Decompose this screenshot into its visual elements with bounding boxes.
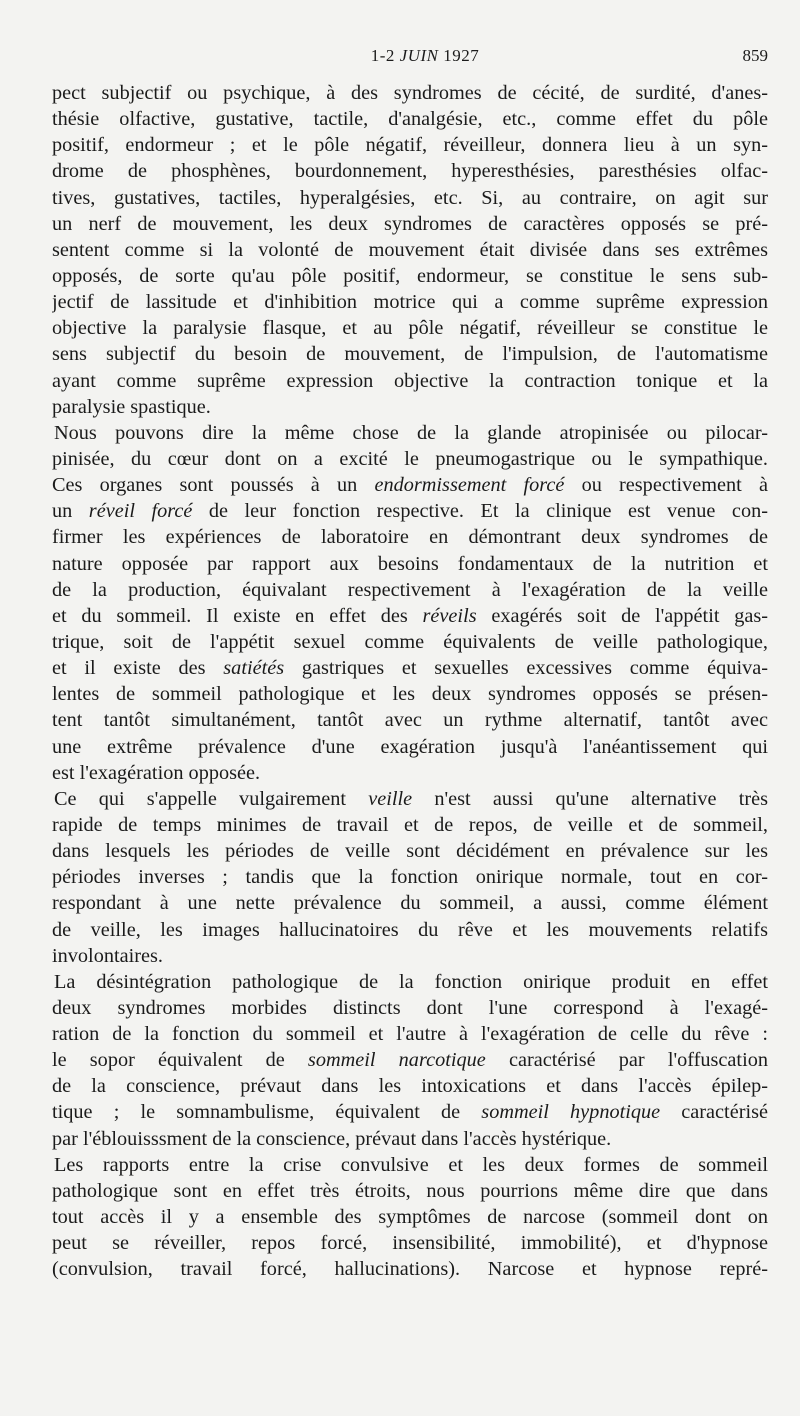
text-run: objective la paralysie flasque, et au pôle négatif, réveilleur se constitue le — [52, 317, 768, 340]
text-run: exagérés soit de l'appétit gas- — [476, 604, 768, 627]
text-run: et du sommeil. Il existe en effet des — [52, 604, 423, 627]
text-line — [52, 1021, 768, 1047]
text-run: une extrême prévalence d'une exagération jusqu'à l'anéantissement qui — [52, 735, 768, 758]
text-run: ayant comme suprême expression objective la contraction tonique et la — [52, 369, 768, 392]
text-line — [52, 1230, 768, 1256]
text-line — [52, 917, 768, 943]
text-run: Nous pouvons dire la même chose de la glande atropinisée ou pilocar- — [54, 421, 768, 444]
text-run: est l'exagération opposée. — [52, 761, 261, 784]
header-year: 1927 — [438, 46, 480, 65]
text-run: dans lesquels les périodes de veille sont décidément en prévalence sur les — [52, 840, 768, 863]
text-run: positif, endormeur ; et le pôle négatif, réveilleur, donnera lieu à un syn- — [52, 134, 768, 157]
text-line — [52, 106, 768, 132]
text-line — [52, 524, 768, 550]
text-line — [52, 1126, 768, 1152]
text-line — [52, 1073, 768, 1099]
text-run: pect subjectif ou psychique, à des syndromes de cécité, de surdité, d'anes- — [52, 82, 768, 104]
italic-phrase: veille — [368, 787, 413, 810]
text-line — [52, 707, 768, 733]
text-line — [52, 211, 768, 237]
text-line — [52, 943, 768, 969]
text-line — [52, 812, 768, 838]
text-run: rapide de temps minimes de travail et de repos, de veille et de sommeil, — [52, 813, 768, 836]
text-run: caractérisé — [660, 1101, 768, 1124]
text-line — [52, 1178, 768, 1204]
text-run: Ce qui s'appelle vulgairement — [54, 787, 369, 810]
text-line — [52, 237, 768, 263]
page-number: 859 — [742, 46, 768, 65]
italic-phrase: réveil forcé — [88, 500, 193, 523]
italic-phrase: sommeil narcotique — [307, 1049, 486, 1072]
text-line — [52, 1152, 768, 1178]
text-line — [52, 420, 768, 446]
header-day: 1-2 — [370, 46, 400, 65]
text-run: gastriques et sexuelles excessives comme équiva- — [284, 657, 768, 680]
text-line — [52, 551, 768, 577]
text-line — [52, 864, 768, 890]
text-run: La désintégration pathologique de la fonction onirique produit en effet — [54, 970, 768, 993]
text-run: deux syndromes morbides distincts dont l'une correspond à l'exagé- — [52, 996, 768, 1019]
text-run: ration de la fonction du sommeil et l'autre à l'exagération de celle du rêve : — [52, 1023, 768, 1046]
text-line — [52, 1256, 768, 1282]
text-run: de veille, les images hallucinatoires du rêve et les mouvements relatifs — [52, 918, 768, 941]
text-line — [52, 629, 768, 655]
italic-phrase: satiétés — [223, 657, 285, 680]
text-line — [52, 1099, 768, 1125]
text-line — [52, 368, 768, 394]
running-header — [82, 46, 768, 72]
text-line — [52, 760, 768, 786]
text-run: respondant à une nette prévalence du sommeil, a aussi, comme élément — [52, 892, 768, 915]
text-run: peut se réveiller, repos forcé, insensibilité, immobilité), et d'hypnose — [52, 1232, 768, 1255]
text-run: n'est aussi qu'une alternative très — [412, 787, 768, 810]
text-line — [52, 158, 768, 184]
text-run: tives, gustatives, tactiles, hyperalgésies, etc. Si, au contraire, on agit sur — [52, 186, 768, 209]
text-line — [52, 838, 768, 864]
text-run: de la production, équivalant respectivement à l'exagération de la veille — [52, 578, 768, 601]
text-line — [52, 394, 768, 420]
text-line — [52, 315, 768, 341]
text-line — [52, 734, 768, 760]
text-line — [52, 446, 768, 472]
text-line — [52, 890, 768, 916]
text-run: thésie olfactive, gustative, tactile, d'analgésie, etc., comme effet du pôle — [52, 108, 768, 131]
text-run: et il existe des — [52, 657, 224, 680]
text-line — [52, 185, 768, 211]
text-run: opposés, de sorte qu'au pôle positif, endormeur, se constitue le sens sub- — [52, 264, 768, 287]
text-run: drome de phosphènes, bourdonnement, hyperesthésies, paresthésies olfac- — [52, 160, 768, 183]
text-run: Ces organes sont poussés à un — [52, 474, 375, 497]
text-line — [52, 603, 768, 629]
text-line — [52, 80, 768, 106]
text-run: tent tantôt simultanément, tantôt avec un rythme alternatif, tantôt avec — [52, 709, 768, 732]
text-run: trique, soit de l'appétit sexuel comme équivalents de veille pathologique, — [52, 630, 768, 653]
text-run: lentes de sommeil pathologique et les deux syndromes opposés se présen- — [52, 683, 768, 706]
text-run: jectif de lassitude et d'inhibition motrice qui a comme suprême expression — [52, 291, 768, 314]
body-text — [52, 80, 768, 1282]
text-line — [52, 1204, 768, 1230]
text-run: de la conscience, prévaut dans les intoxications et dans l'accès épilep- — [52, 1075, 768, 1098]
text-run: ou respectivement à — [564, 474, 768, 497]
text-line — [52, 289, 768, 315]
italic-phrase: sommeil hypnotique — [481, 1101, 661, 1124]
italic-phrase: réveils — [422, 604, 477, 627]
header-date — [82, 46, 768, 66]
text-run: tique ; le somnambulisme, équivalent de — [52, 1101, 482, 1124]
text-line — [52, 786, 768, 812]
text-run: un — [52, 500, 89, 523]
text-run: tout accès il y a ensemble des symptômes de narcose (sommeil dont on — [52, 1206, 768, 1229]
text-run: pinisée, du cœur dont on a excité le pneumogastrique ou le sympathique. — [52, 447, 768, 470]
text-line — [52, 1047, 768, 1073]
text-run: sens subjectif du besoin de mouvement, de l'impulsion, de l'automatisme — [52, 343, 768, 366]
text-line — [52, 995, 768, 1021]
text-run: sentent comme si la volonté de mouvement était divisée dans ses extrêmes — [52, 238, 768, 261]
header-month: JUIN — [399, 46, 439, 65]
text-run: nature opposée par rapport aux besoins fondamentaux de la nutrition et — [52, 552, 768, 575]
text-line — [52, 341, 768, 367]
text-run: involontaires. — [52, 944, 163, 967]
text-run: le sopor équivalent de — [52, 1049, 308, 1072]
text-run: pathologique sont en effet très étroits, nous pourrions même dire que dans — [52, 1179, 768, 1202]
italic-phrase: endormissement forcé — [374, 474, 565, 497]
text-line — [52, 969, 768, 995]
text-run: firmer les expériences de laboratoire en démontrant deux syndromes de — [52, 526, 768, 549]
text-line — [52, 681, 768, 707]
text-run: Les rapports entre la crise convulsive et les deux formes de sommeil — [54, 1153, 768, 1176]
text-run: périodes inverses ; tandis que la fonction onirique normale, tout en cor- — [52, 866, 768, 889]
text-run: (convulsion, travail forcé, hallucinations). Narcose et hypnose repré- — [52, 1258, 768, 1281]
text-line — [52, 498, 768, 524]
text-run: un nerf de mouvement, les deux syndromes de caractères opposés se pré- — [52, 212, 768, 235]
text-run: de leur fonction respective. Et la clinique est venue con- — [192, 500, 768, 523]
text-line — [52, 655, 768, 681]
text-run: paralysie spastique. — [52, 395, 211, 418]
text-run: par l'éblouisssment de la conscience, prévaut dans l'accès hystérique. — [52, 1127, 612, 1150]
text-line — [52, 472, 768, 498]
text-line — [52, 263, 768, 289]
text-line — [52, 577, 768, 603]
text-run: caractérisé par l'offuscation — [485, 1049, 768, 1072]
text-line — [52, 132, 768, 158]
